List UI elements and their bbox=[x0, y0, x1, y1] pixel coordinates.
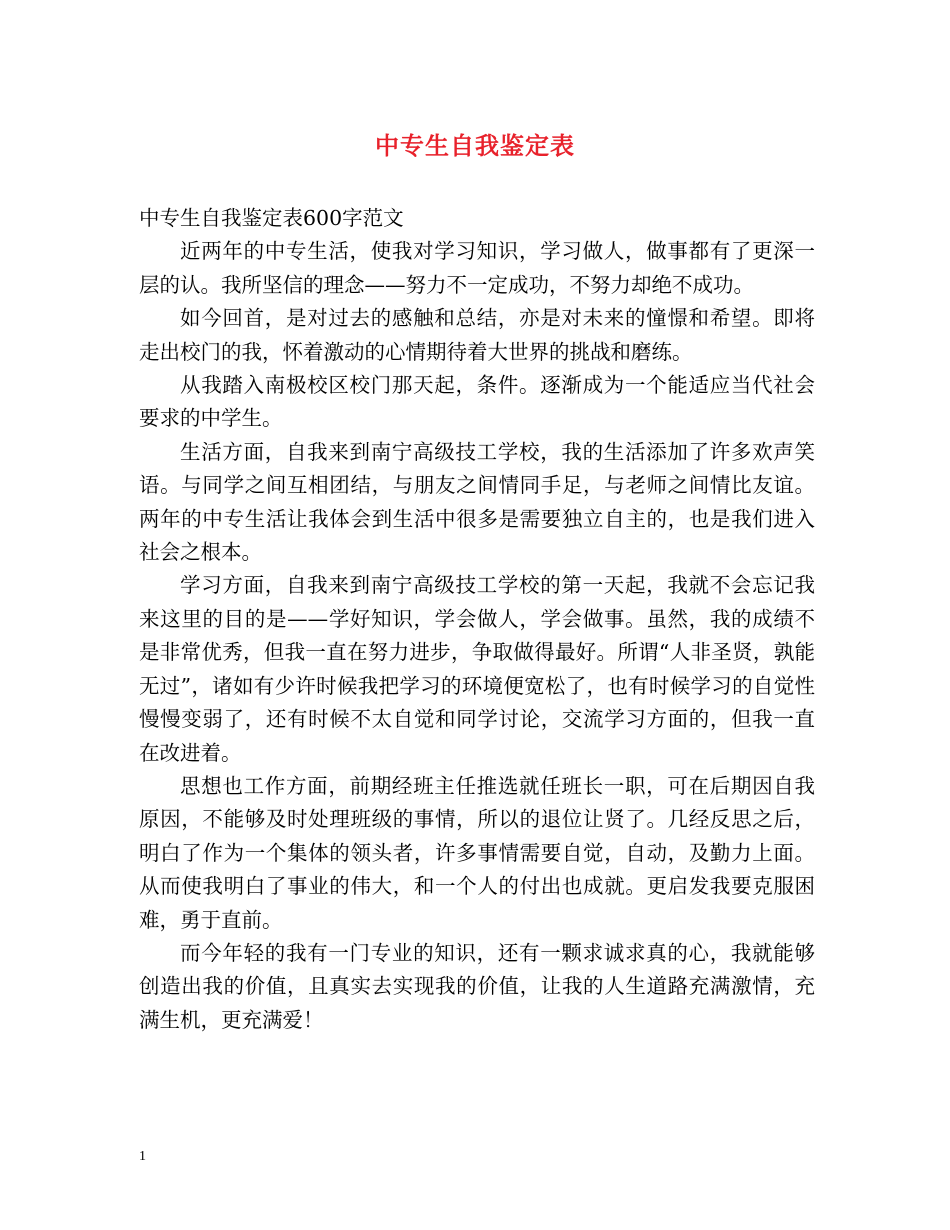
document-title: 中专生自我鉴定表 bbox=[375, 131, 575, 160]
document-body bbox=[139, 202, 815, 1037]
page-number: 1 bbox=[139, 1149, 146, 1164]
paragraph-2: 如今回首，是对过去的感触和总结，亦是对未来的憧憬和希望。即将走出校门的我，怀着激动的心情期待着大世界的挑战和磨练。 bbox=[139, 306, 815, 364]
paragraph-6: 思想也工作方面，前期经班主任推选就任班长一职，可在后期因自我原因，不能够及时处理班级的事情，所以的退位让贤了。几经反思之后，明白了作为一个集体的领头者，许多事情需要自觉，自动，及勤力上面。从而使我明白了事业的伟大，和一个人的付出也成就。更启发我要克服困难，勇于直前。 bbox=[139, 773, 815, 932]
document-subtitle: 中专生自我鉴定表600字范文 bbox=[139, 206, 404, 230]
paragraph-7: 而今年轻的我有一门专业的知识，还有一颗求诚求真的心，我就能够创造出我的价值，且真实去实现我的价值，让我的人生道路充满激情，充满生机，更充满爱！ bbox=[139, 940, 815, 1032]
paragraph-1: 近两年的中专生活，使我对学习知识，学习做人，做事都有了更深一层的认。我所坚信的理念——努力不一定成功，不努力却绝不成功。 bbox=[139, 239, 815, 297]
paragraph-4: 生活方面，自我来到南宁高级技工学校，我的生活添加了许多欢声笑语。与同学之间互相团结，与朋友之间情同手足，与老师之间情比友谊。两年的中专生活让我体会到生活中很多是需要独立自主的，也是我们进入社会之根本。 bbox=[139, 439, 815, 565]
paragraph-5: 学习方面，自我来到南宁高级技工学校的第一天起，我就不会忘记我来这里的目的是——学好知识，学会做人，学会做事。虽然，我的成绩不是非常优秀，但我一直在努力进步，争取做得最好。所谓“人非圣贤，孰能无过”，诸如有少许时候我把学习的环境便宽松了，也有时候学习的自觉性慢慢变弱了，还有时候不太自觉和同学讨论，交流学习方面的，但我一直在改进着。 bbox=[139, 573, 815, 765]
paragraph-3: 从我踏入南极校区校门那天起，条件。逐渐成为一个能适应当代社会要求的中学生。 bbox=[139, 373, 815, 431]
